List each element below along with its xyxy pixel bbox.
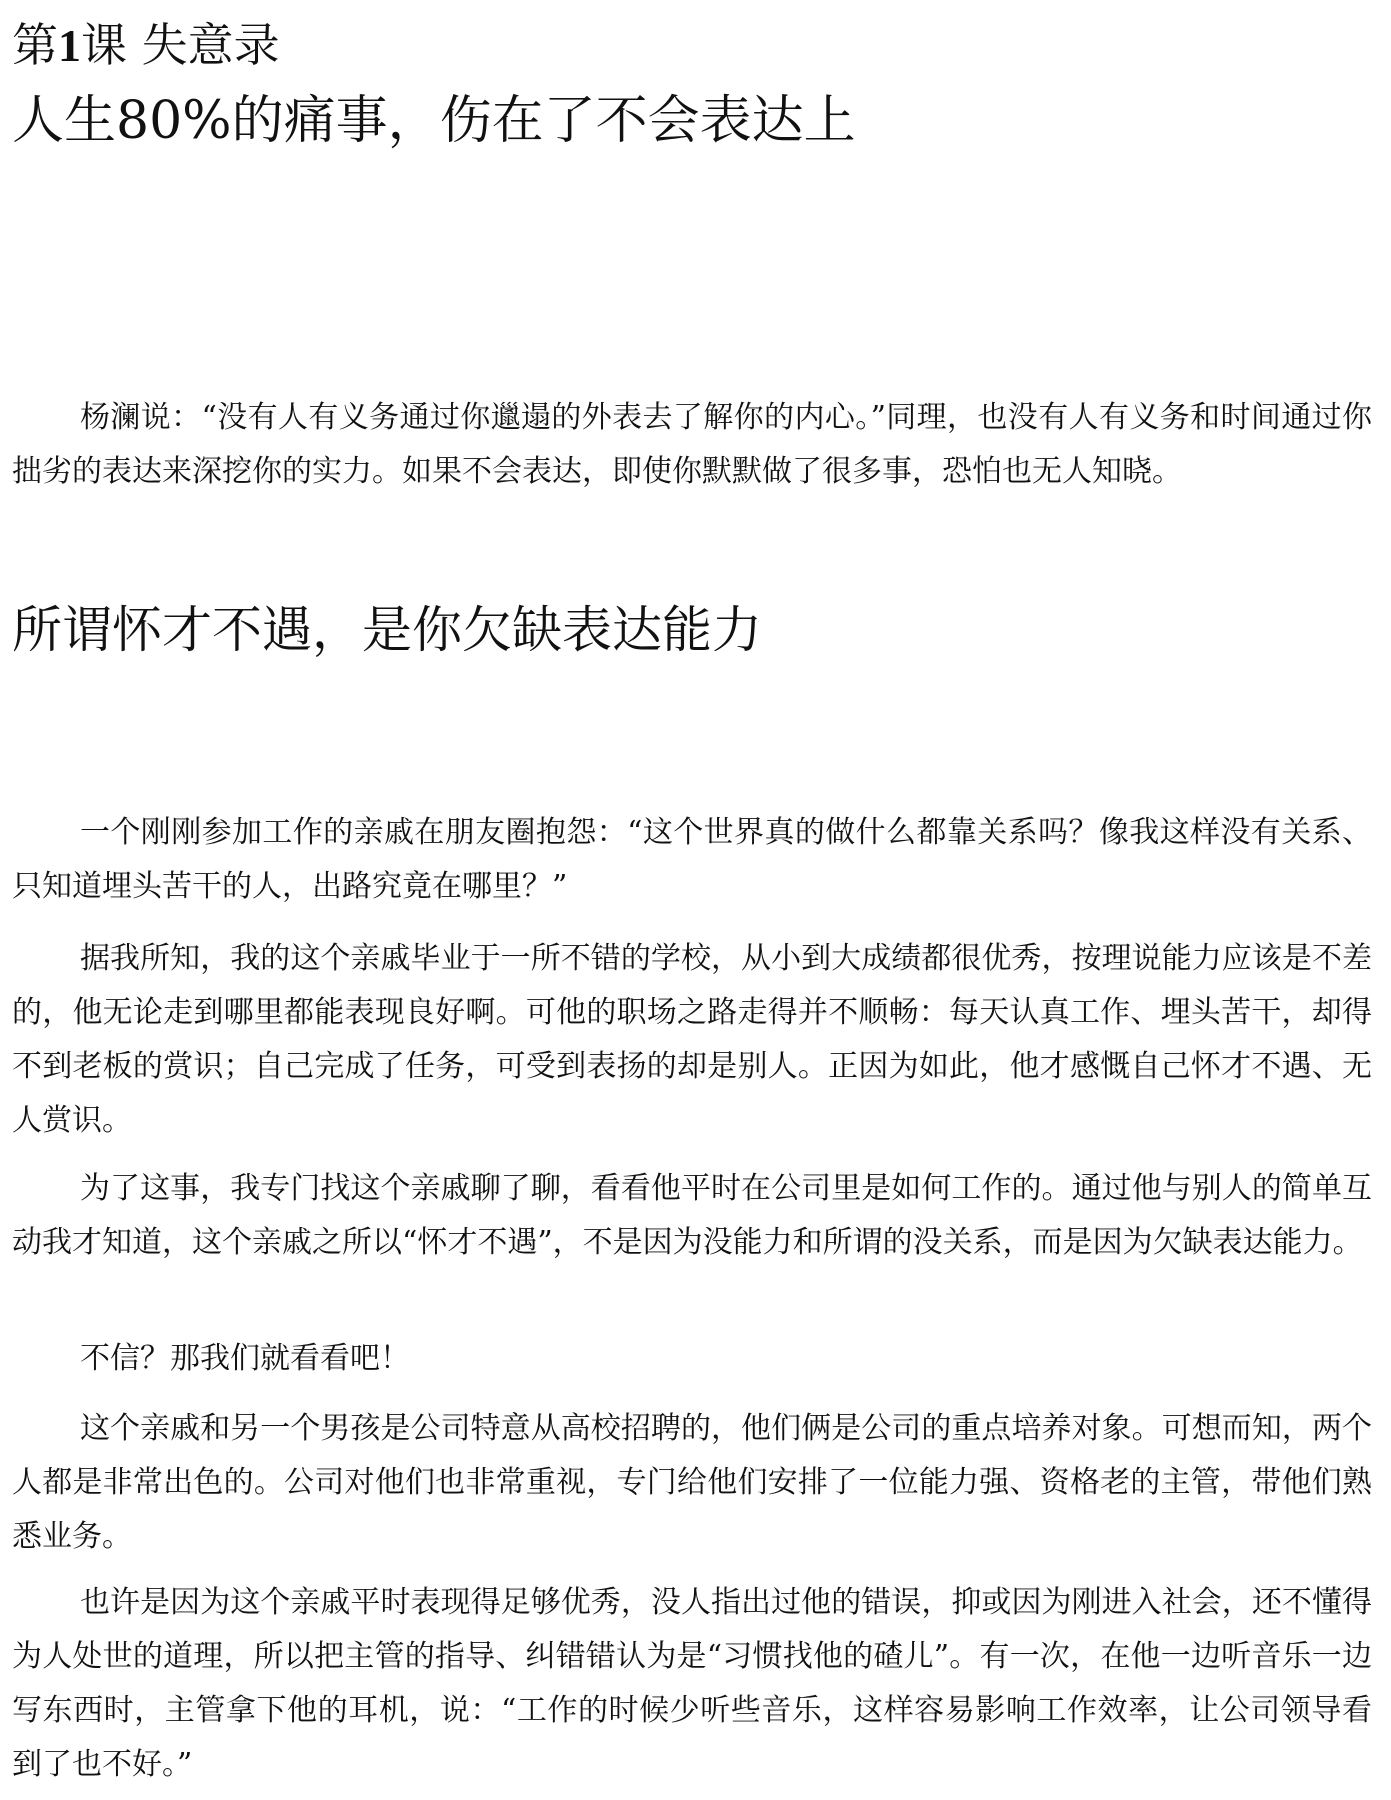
- body-paragraph-6: 也许是因为这个亲戚平时表现得足够优秀，没人指出过他的错误，抑或因为刚进入社会，还不懂得为人处世的道理，所以把主管的指导、纠错错认为是“习惯找他的碴儿”。有一次，在他一边听音乐一边写东西时，主管拿下他的耳机，说：“工作的时候少听些音乐，这样容易影响工作效率，让公司领导看到了也不好。”: [12, 1585, 1372, 1782]
- body-paragraph-1: 一个刚刚参加工作的亲戚在朋友圈抱怨：“这个世界真的做什么都靠关系吗？像我这样没有关系、只知道埋头苦干的人，出路究竟在哪里？”: [12, 815, 1372, 904]
- chapter-label: 第: [12, 18, 58, 72]
- body-paragraph-4: 不信？那我们就看看吧！: [80, 1341, 410, 1376]
- body-paragraph-3: 为了这事，我专门找这个亲戚聊了聊，看看他平时在公司里是如何工作的。通过他与别人的简单互动我才知道，这个亲戚之所以“怀才不遇”，不是因为没能力和所谓的没关系，而是因为欠缺表达能力。: [12, 1171, 1372, 1260]
- intro-paragraph: 杨澜说：“没有人有义务通过你邋遢的外表去了解你的内心。”同理，也没有人有义务和时间通过你拙劣的表达来深挖你的实力。如果不会表达，即使你默默做了很多事，恐怕也无人知晓。: [12, 400, 1372, 489]
- body-paragraph-2: 据我所知，我的这个亲戚毕业于一所不错的学校，从小到大成绩都很优秀，按理说能力应该是不差的，他无论走到哪里都能表现良好啊。可他的职场之路走得并不顺畅：每天认真工作、埋头苦干，却得不到老板的赏识；自己完成了任务，可受到表扬的却是别人。正因为如此，他才感慨自己怀才不遇、无人赏识。: [12, 941, 1372, 1138]
- section-heading: 所谓怀才不遇，是你欠缺表达能力: [12, 601, 762, 659]
- chapter-number: 1: [58, 20, 81, 71]
- page-title: 人生80%的痛事，伤在了不会表达上: [12, 91, 856, 151]
- body-paragraph-5: 这个亲戚和另一个男孩是公司特意从高校招聘的，他们俩是公司的重点培养对象。可想而知，两个人都是非常出色的。公司对他们也非常重视，专门给他们安排了一位能力强、资格老的主管，带他们熟悉业务。: [12, 1411, 1372, 1554]
- chapter-heading: [12, 16, 280, 75]
- chapter-suffix: 课 失意录: [81, 18, 280, 72]
